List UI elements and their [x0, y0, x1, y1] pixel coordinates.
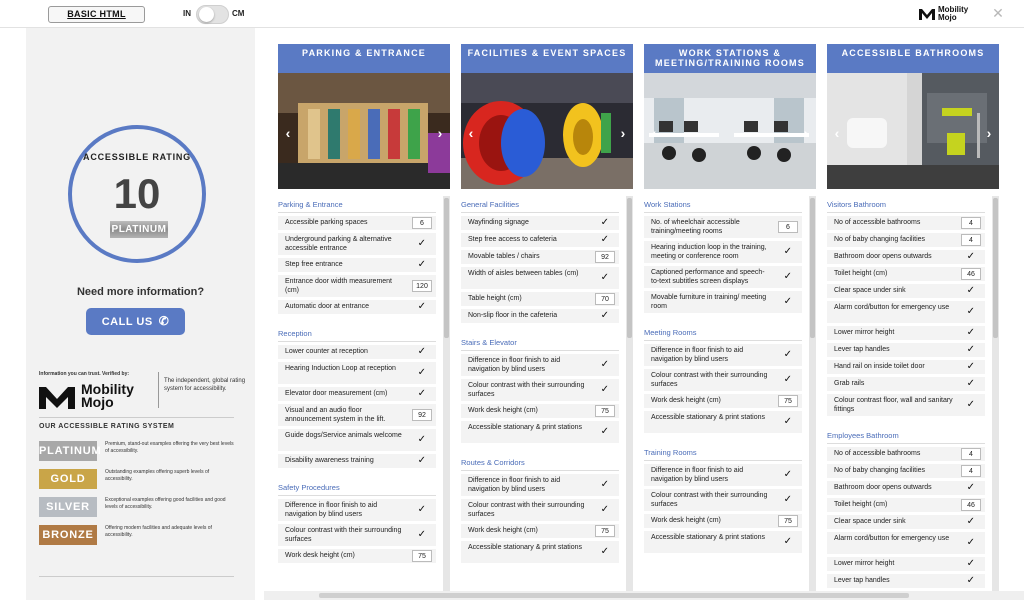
unit-cm-label: CM [232, 9, 245, 18]
check-icon: ✓ [783, 536, 792, 547]
check-icon: ✓ [600, 272, 609, 283]
feature-row [827, 301, 985, 323]
column-title: FACILITIES & EVENT SPACES [461, 44, 633, 73]
feature-label: Difference in floor finish to aid navigation by blind users [285, 502, 378, 518]
feature-row [278, 258, 436, 272]
feature-row [461, 250, 619, 264]
tier-silver [39, 497, 239, 519]
feature-label: Step free entrance [285, 261, 343, 268]
feature-label: No of baby changing facilities [834, 467, 926, 474]
feature-row [278, 454, 436, 468]
feature-row [827, 377, 985, 391]
tier-badge: SILVER [39, 497, 97, 517]
check-icon: ✓ [417, 529, 426, 540]
feature-label: Work desk height (cm) [468, 407, 538, 414]
feature-label: Clear space under sink [834, 518, 906, 525]
sidebar [26, 28, 255, 600]
feature-row [644, 369, 802, 391]
divider [461, 470, 619, 471]
check-icon: ✓ [966, 378, 975, 389]
scrollbar-thumb[interactable] [444, 198, 449, 338]
feature-label: Lower mirror height [834, 329, 895, 336]
feature-row [827, 326, 985, 340]
divider [461, 350, 619, 351]
vertical-scrollbar[interactable] [626, 196, 633, 600]
feature-label: Movable furniture in training/ meeting room [651, 294, 767, 310]
feature-row [461, 421, 619, 443]
feature-label: No. of wheelchair accessible training/meeting rooms [651, 219, 740, 235]
feature-label: Difference in floor finish to aid navigation by blind users [651, 347, 744, 363]
check-icon: ✓ [966, 306, 975, 317]
feature-row [278, 233, 436, 255]
column-title: WORK STATIONS & MEETING/TRAINING ROOMS [644, 44, 816, 73]
feature-label: Difference in floor finish to aid navigation by blind users [468, 477, 561, 493]
feature-label: No of baby changing facilities [834, 236, 926, 243]
column-title: PARKING & ENTRANCE [278, 44, 450, 73]
feature-row [827, 343, 985, 357]
check-icon: ✓ [417, 301, 426, 312]
photo-image [461, 73, 633, 189]
trust-line: Information you can trust. Verified by: [39, 371, 130, 377]
chevron-left-icon[interactable]: ‹ [285, 125, 291, 141]
feature-label: Work desk height (cm) [285, 552, 355, 559]
check-icon: ✓ [600, 234, 609, 245]
chevron-right-icon[interactable]: › [803, 125, 809, 141]
chevron-right-icon[interactable]: › [986, 125, 992, 141]
tier-platinum [39, 441, 239, 463]
basic-html-label: BASIC HTML [67, 9, 126, 19]
feature-row [278, 404, 436, 426]
feature-label: Grab rails [834, 380, 865, 387]
feature-value: 75 [778, 395, 798, 407]
brand-tagline: The independent, global rating system for accessibility. [164, 378, 246, 392]
divider [461, 212, 619, 213]
feature-row [827, 360, 985, 374]
feature-row [278, 362, 436, 384]
tier-description: Offering modern facilities and adequate levels of accessibility. [105, 525, 212, 538]
check-icon: ✓ [783, 349, 792, 360]
feature-value: 4 [961, 448, 981, 460]
feature-label: Movable tables / chairs [468, 253, 540, 260]
feature-row [827, 532, 985, 554]
feature-label: Accessible stationary & print stations [651, 534, 765, 541]
feature-label: Accessible stationary & print stations [468, 544, 582, 551]
feature-row [461, 524, 619, 538]
photo-image [827, 73, 999, 189]
vertical-scrollbar[interactable] [443, 196, 450, 600]
feature-value: 75 [778, 515, 798, 527]
check-icon: ✓ [600, 217, 609, 228]
rating-system-title: OUR ACCESSIBLE RATING SYSTEM [39, 423, 175, 430]
feature-label: Difference in floor finish to aid navigation by blind users [468, 357, 561, 373]
divider [644, 340, 802, 341]
feature-value: 6 [778, 221, 798, 233]
feature-label: Captioned performance and speech-to-text subtitles screen displays [651, 269, 765, 285]
divider [278, 341, 436, 342]
feature-label: Table height (cm) [468, 295, 522, 302]
feature-value: 92 [412, 409, 432, 421]
feature-row [644, 266, 802, 288]
feature-label: Step free access to cafeteria [468, 236, 557, 243]
close-icon[interactable]: ✕ [992, 5, 1004, 21]
divider [278, 495, 436, 496]
feature-row [461, 309, 619, 323]
feature-label: Colour contrast with their surrounding surfaces [468, 382, 585, 398]
column-0 [278, 44, 450, 600]
feature-row [644, 344, 802, 366]
feature-label: Clear space under sink [834, 287, 906, 294]
feature-label: Visual and an audio floor announcement system in the lift. [285, 407, 386, 423]
brand-top-text: Mobility Mojo [938, 5, 969, 22]
section-title: Stairs & Elevator [461, 338, 517, 347]
check-icon: ✓ [600, 359, 609, 370]
feature-row [461, 267, 619, 289]
feature-row [278, 216, 436, 230]
section-title: Visitors Bathroom [827, 200, 887, 209]
section-title: Employees Bathroom [827, 431, 899, 440]
tier-badge: BRONZE [39, 525, 97, 545]
check-icon: ✓ [600, 546, 609, 557]
feature-row [644, 291, 802, 313]
feature-label: Bathroom door opens outwards [834, 253, 932, 260]
check-icon: ✓ [783, 246, 792, 257]
chevron-right-icon[interactable]: › [437, 125, 443, 141]
feature-value: 75 [595, 525, 615, 537]
check-icon: ✓ [966, 327, 975, 338]
check-icon: ✓ [966, 558, 975, 569]
check-icon: ✓ [783, 469, 792, 480]
check-icon: ✓ [966, 285, 975, 296]
scrollbar-thumb[interactable] [810, 198, 815, 338]
column-2 [644, 44, 816, 600]
feature-label: Accessible parking spaces [285, 219, 368, 226]
feature-label: Lever tap handles [834, 346, 890, 353]
feature-label: Colour contrast with their surrounding surfaces [468, 502, 585, 518]
tier-badge: PLATINUM [39, 441, 97, 461]
check-icon: ✓ [966, 482, 975, 493]
feature-label: Alarm cord/button for emergency use [834, 535, 950, 542]
check-icon: ✓ [783, 416, 792, 427]
feature-row [827, 394, 985, 416]
divider [39, 417, 234, 418]
divider [644, 460, 802, 461]
feature-row [827, 464, 985, 478]
section-title: Training Rooms [644, 448, 697, 457]
feature-row [278, 524, 436, 546]
rating-tier-badge: PLATINUM [110, 221, 168, 238]
feature-row [644, 241, 802, 263]
feature-row [827, 447, 985, 461]
feature-row [644, 464, 802, 486]
check-icon: ✓ [417, 434, 426, 445]
feature-row [644, 411, 802, 433]
feature-row [461, 474, 619, 496]
check-icon: ✓ [417, 238, 426, 249]
feature-value: 75 [412, 550, 432, 562]
feature-label: Lever tap handles [834, 577, 890, 584]
feature-row [827, 267, 985, 281]
feature-label: Hand rail on inside toilet door [834, 363, 925, 370]
feature-value: 92 [595, 251, 615, 263]
check-icon: ✓ [600, 384, 609, 395]
feature-value: 46 [961, 268, 981, 280]
brand-name: Mobility Mojo [81, 381, 134, 410]
check-icon: ✓ [783, 296, 792, 307]
feature-row [278, 275, 436, 297]
feature-row [827, 515, 985, 529]
divider [39, 576, 234, 577]
feature-label: Entrance door width measurement (cm) [285, 278, 392, 294]
feature-label: Width of aisles between tables (cm) [468, 270, 579, 277]
check-icon: ✓ [966, 537, 975, 548]
feature-label: Colour contrast floor, wall and sanitary fittings [834, 397, 953, 413]
feature-value: 4 [961, 234, 981, 246]
feature-label: Underground parking & alternative accessible entrance [285, 236, 392, 252]
feature-row [461, 499, 619, 521]
feature-row [278, 549, 436, 563]
check-icon: ✓ [966, 251, 975, 262]
section-title: Meeting Rooms [644, 328, 697, 337]
section-title: Reception [278, 329, 312, 338]
tier-description: Outstanding examples offering superb levels of accessibility. [105, 469, 210, 482]
mobility-mojo-logo [39, 381, 159, 411]
feature-label: Elevator door measurement (cm) [285, 390, 388, 397]
call-us-label: CALL US [101, 316, 153, 328]
photo-carousel[interactable] [461, 73, 633, 189]
main-content [255, 28, 1024, 600]
feature-label: Hearing Induction Loop at reception [285, 365, 396, 372]
feature-label: Non-slip floor in the cafeteria [468, 312, 558, 319]
feature-row [461, 541, 619, 563]
check-icon: ✓ [417, 367, 426, 378]
feature-label: Disability awareness training [285, 457, 374, 464]
check-icon: ✓ [417, 504, 426, 515]
column-1 [461, 44, 633, 600]
rating-circle [68, 125, 206, 263]
feature-label: Lower counter at reception [285, 348, 368, 355]
photo-carousel[interactable] [827, 73, 999, 189]
mobility-mojo-mark-icon [39, 385, 75, 409]
feature-label: Work desk height (cm) [651, 397, 721, 404]
feature-value: 75 [595, 405, 615, 417]
feature-label: Lower mirror height [834, 560, 895, 567]
check-icon: ✓ [966, 344, 975, 355]
chevron-left-icon[interactable]: ‹ [651, 125, 657, 141]
check-icon: ✓ [966, 399, 975, 410]
feature-label: Guide dogs/Service animals welcome [285, 432, 402, 439]
check-icon: ✓ [600, 426, 609, 437]
tier-bronze [39, 525, 239, 547]
feature-value: 70 [595, 293, 615, 305]
divider [644, 212, 802, 213]
feature-row [461, 404, 619, 418]
feature-row [827, 481, 985, 495]
feature-label: Alarm cord/button for emergency use [834, 304, 950, 311]
feature-label: Work desk height (cm) [651, 517, 721, 524]
feature-label: Difference in floor finish to aid navigation by blind users [651, 467, 744, 483]
feature-row [827, 284, 985, 298]
check-icon: ✓ [966, 361, 975, 372]
rating-value: 10 [113, 170, 161, 217]
feature-list[interactable] [827, 196, 999, 600]
feature-row [827, 498, 985, 512]
feature-label: Bathroom door opens outwards [834, 484, 932, 491]
feature-row [644, 514, 802, 528]
unit-toggle[interactable] [196, 5, 229, 24]
check-icon: ✓ [417, 259, 426, 270]
section-title: Work Stations [644, 200, 691, 209]
feature-row [644, 394, 802, 408]
feature-row [278, 499, 436, 521]
photo-image [278, 73, 450, 189]
feature-row [644, 489, 802, 511]
unit-in-label: IN [183, 9, 191, 18]
feature-row [278, 345, 436, 359]
section-title: Safety Procedures [278, 483, 340, 492]
feature-row [461, 354, 619, 376]
check-icon: ✓ [966, 575, 975, 586]
chevron-left-icon[interactable]: ‹ [834, 125, 840, 141]
check-icon: ✓ [600, 310, 609, 321]
scrollbar-thumb[interactable] [627, 198, 632, 338]
call-us-button[interactable] [86, 308, 185, 335]
feature-value: 46 [961, 499, 981, 511]
feature-label: Automatic door at entrance [285, 303, 370, 310]
rating-label: ACCESSIBLE RATING [83, 152, 191, 162]
photo-carousel[interactable] [278, 73, 450, 189]
tier-badge: GOLD [39, 469, 97, 489]
feature-row [827, 574, 985, 588]
feature-label: No of accessible bathrooms [834, 219, 921, 226]
feature-row [278, 429, 436, 451]
divider [158, 372, 159, 408]
check-icon: ✓ [417, 455, 426, 466]
feature-row [827, 557, 985, 571]
scrollbar-thumb[interactable] [319, 593, 909, 598]
chevron-left-icon[interactable]: ‹ [468, 125, 474, 141]
photo-carousel[interactable] [644, 73, 816, 189]
feature-row [644, 216, 802, 238]
feature-value: 4 [961, 465, 981, 477]
feature-row [278, 300, 436, 314]
feature-value: 120 [412, 280, 432, 292]
column-3 [827, 44, 999, 600]
feature-label: Colour contrast with their surrounding surfaces [651, 492, 768, 508]
check-icon: ✓ [966, 516, 975, 527]
feature-label: Wayfinding signage [468, 219, 529, 226]
feature-label: Accessible stationary & print stations [468, 424, 582, 431]
feature-row [827, 250, 985, 264]
feature-value: 6 [412, 217, 432, 229]
feature-label: Work desk height (cm) [468, 527, 538, 534]
divider [827, 443, 985, 444]
divider [827, 212, 985, 213]
section-title: General Facilities [461, 200, 519, 209]
column-title: ACCESSIBLE BATHROOMS [827, 44, 999, 73]
feature-label: Colour contrast with their surrounding surfaces [651, 372, 768, 388]
section-title: Routes & Corridors [461, 458, 525, 467]
feature-row [461, 379, 619, 401]
check-icon: ✓ [417, 388, 426, 399]
check-icon: ✓ [783, 271, 792, 282]
feature-row [827, 233, 985, 247]
feature-row [827, 216, 985, 230]
check-icon: ✓ [417, 346, 426, 357]
vertical-scrollbar[interactable] [809, 196, 816, 600]
photo-image [644, 73, 816, 189]
divider [278, 212, 436, 213]
feature-label: Toilet height (cm) [834, 501, 888, 508]
feature-row [278, 387, 436, 401]
feature-label: Hearing induction loop in the training, meeting or conference room [651, 244, 767, 260]
feature-row [461, 292, 619, 306]
check-icon: ✓ [600, 504, 609, 515]
feature-list[interactable] [461, 196, 633, 600]
check-icon: ✓ [783, 374, 792, 385]
feature-row [461, 233, 619, 247]
feature-list[interactable] [278, 196, 450, 600]
toggle-knob [199, 7, 214, 22]
tier-description: Exceptional examples offering good facilities and good levels of accessibility. [105, 497, 226, 510]
chevron-right-icon[interactable]: › [620, 125, 626, 141]
scrollbar-thumb[interactable] [993, 198, 998, 338]
feature-value: 4 [961, 217, 981, 229]
vertical-scrollbar[interactable] [992, 196, 999, 600]
feature-row [461, 216, 619, 230]
feature-list[interactable] [644, 196, 816, 600]
horizontal-scrollbar[interactable] [264, 591, 1024, 600]
check-icon: ✓ [783, 494, 792, 505]
basic-html-button[interactable] [48, 6, 145, 23]
top-toolbar [0, 0, 1024, 28]
feature-label: No of accessible bathrooms [834, 450, 921, 457]
mobility-mojo-mark-icon [919, 8, 935, 20]
feature-label: Accessible stationary & print stations [651, 414, 765, 421]
tier-description: Premium, stand-out examples offering the very best levels of accessibility. [105, 441, 234, 454]
check-icon: ✓ [600, 479, 609, 490]
feature-row [644, 531, 802, 553]
phone-icon: ✆ [158, 314, 170, 328]
need-info-text: Need more information? [76, 286, 205, 298]
section-title: Parking & Entrance [278, 200, 343, 209]
tier-gold [39, 469, 239, 491]
feature-label: Toilet height (cm) [834, 270, 888, 277]
feature-label: Colour contrast with their surrounding surfaces [285, 527, 402, 543]
